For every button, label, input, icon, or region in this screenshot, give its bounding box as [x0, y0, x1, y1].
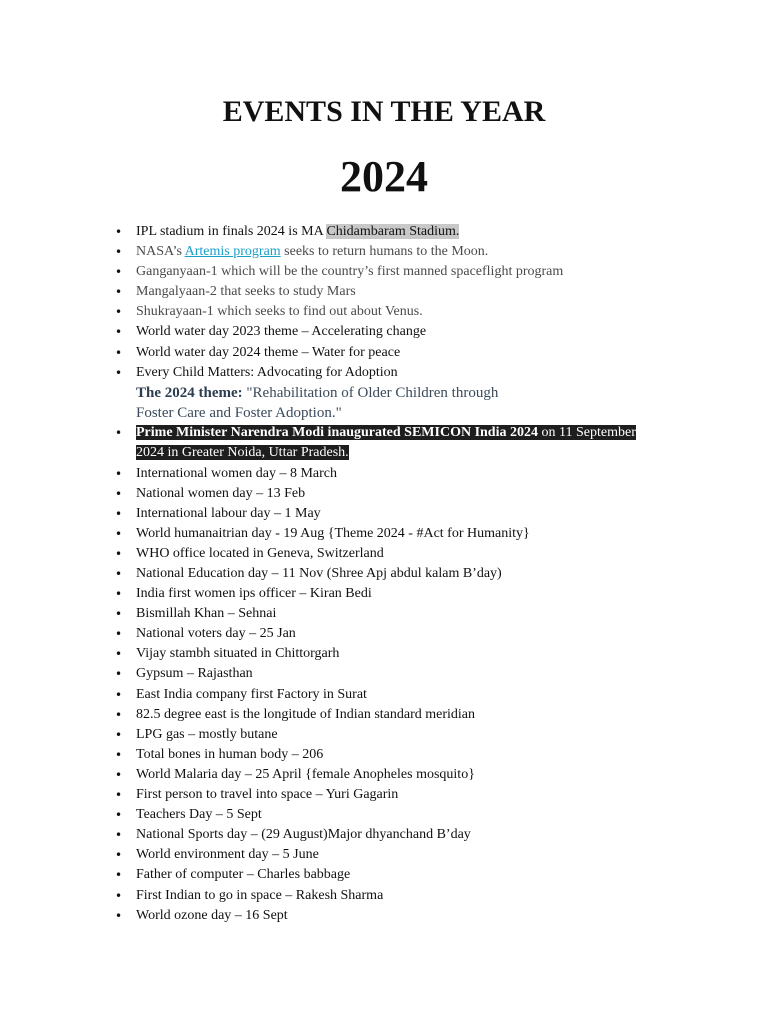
list-item: • National Education day – 11 Nov (Shree Apj abdul kalam B’day)	[136, 564, 666, 584]
list-item: • First Indian to go in space – Rakesh Sharma	[136, 886, 666, 906]
year-heading: 2024	[340, 152, 428, 201]
list-item: • World ozone day – 16 Sept	[136, 906, 666, 926]
list-item: • International labour day – 1 May	[136, 504, 666, 524]
list-item: • WHO office located in Geneva, Switzerland	[136, 544, 666, 564]
adoption-theme: The 2024 theme: "Rehabilitation of Older Children through Foster Care and Foster Adoption."	[136, 384, 499, 422]
list-item: • World humanaitrian day - 19 Aug {Theme 2024 - #Act for Humanity}	[136, 524, 666, 544]
highlighted-text: Chidambaram Stadium.	[326, 224, 460, 239]
list-item: • IPL stadium in finals 2024 is MA Chidambaram Stadium.	[136, 222, 666, 242]
list-item: • Shukrayaan-1 which seeks to find out about Venus.	[136, 302, 666, 322]
list-item: • India first women ips officer – Kiran Bedi	[136, 584, 666, 604]
list-item: • World water day 2024 theme – Water for peace	[136, 343, 666, 363]
list-item: • World environment day – 5 June	[136, 845, 666, 865]
list-item: • World water day 2023 theme – Accelerating change	[136, 322, 666, 342]
list-item: • East India company first Factory in Surat	[136, 685, 666, 705]
list-item: • Teachers Day – 5 Sept	[136, 805, 666, 825]
theme-label: The 2024 theme:	[136, 384, 243, 401]
list-item: • Ganganyaan-1 which will be the country’s first manned spaceflight program	[136, 262, 666, 282]
list-item: • National women day – 13 Feb	[136, 484, 666, 504]
artemis-program-link[interactable]: Artemis program	[184, 244, 281, 260]
list-item: • Gypsum – Rajasthan	[136, 664, 666, 684]
list-item: • Every Child Matters: Advocating for Adoption The 2024 theme: "Rehabilitation of Older Children through Foster Care and Foster Adoption."	[136, 363, 666, 424]
page-title: EVENTS IN THE YEAR	[222, 95, 546, 128]
list-item: • 82.5 degree east is the longitude of Indian standard meridian	[136, 705, 666, 725]
list-item: • Mangalyaan-2 that seeks to study Mars	[136, 282, 666, 302]
list-item: • National Sports day – (29 August)Major dhyanchand B’day	[136, 825, 666, 845]
list-item: • Total bones in human body – 206	[136, 745, 666, 765]
list-item: • NASA’s Artemis program seeks to return humans to the Moon.	[136, 242, 666, 262]
list-item: • First person to travel into space – Yuri Gagarin	[136, 785, 666, 805]
list-item: • National voters day – 25 Jan	[136, 624, 666, 644]
list-item: • Bismillah Khan – Sehnai	[136, 604, 666, 624]
events-list	[136, 222, 666, 926]
list-item: • International women day – 8 March	[136, 464, 666, 484]
list-item: • LPG gas – mostly butane	[136, 725, 666, 745]
dark-highlighted-text: Prime Minister Narendra Modi inaugurated SEMICON India 2024 on 11 September 2024 in Greater Noida, Uttar Pradesh.	[136, 425, 636, 461]
list-item: • Vijay stambh situated in Chittorgarh	[136, 644, 666, 664]
list-item	[136, 423, 666, 463]
list-item: • World Malaria day – 25 April {female Anopheles mosquito}	[136, 765, 666, 785]
list-item: • Father of computer – Charles babbage	[136, 865, 666, 885]
